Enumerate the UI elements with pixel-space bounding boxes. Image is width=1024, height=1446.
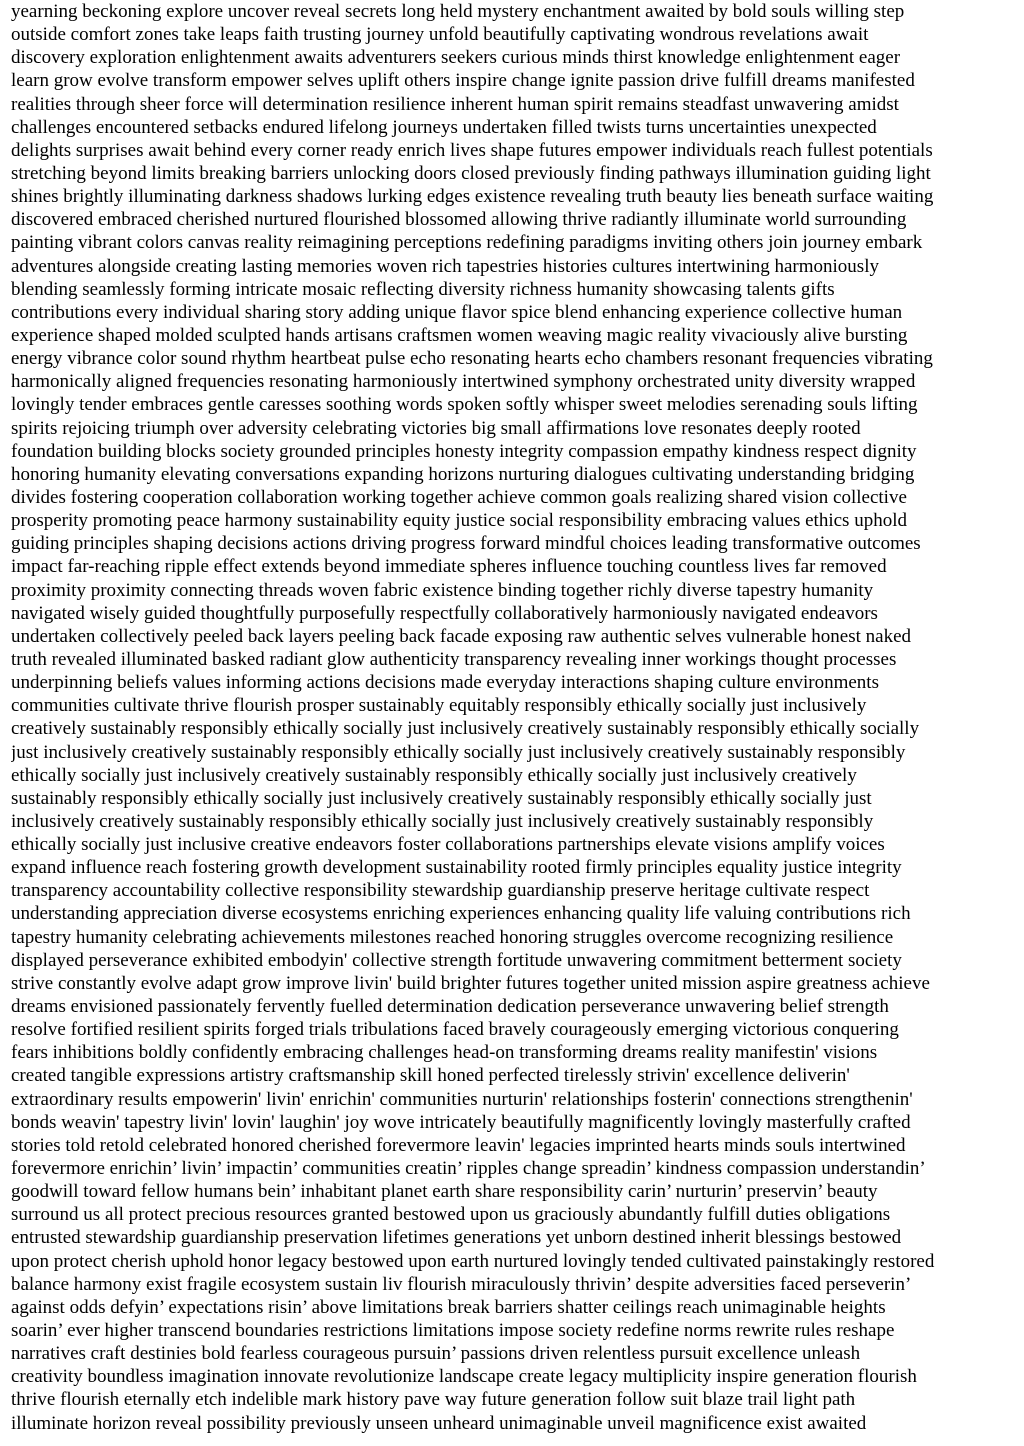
text-line: delights surprises await behind every corner ready enrich lives shape futures empower individuals reach fullest potentials	[11, 139, 933, 161]
text-line: thrive flourish eternally etch indelible mark history pave way future generation follow suit blaze trail light path	[11, 1389, 856, 1411]
text-line: balance harmony exist fragile ecosystem sustain liv flourish miraculously thrivin’ despite adversities faced perseverin’	[11, 1273, 912, 1295]
text-line: just inclusively creatively sustainably responsibly ethically socially just inclusively creatively sustainably responsibly	[11, 741, 906, 763]
text-line: proximity proximity connecting threads woven fabric existence binding together richly diverse tapestry humanity	[11, 579, 874, 601]
text-line: underpinning beliefs values informing actions decisions made everyday interactions shaping culture environments	[11, 672, 879, 694]
text-line: creativity boundless imagination innovate revolutionize landscape create legacy multiplicity inspire generation flourish	[11, 1366, 917, 1388]
text-line: created tangible expressions artistry craftsmanship skill honed perfected tirelessly strivin' excellence deliverin'	[11, 1065, 850, 1087]
text-line: displayed perseverance exhibited embodyin' collective strength fortitude unwavering commitment betterment society	[11, 949, 902, 971]
text-line: blending seamlessly forming intricate mosaic reflecting diversity richness humanity showcasing talents gifts	[11, 278, 835, 300]
document-body-text	[11, 0, 1021, 1435]
text-line: extraordinary results empowerin' livin' enrichin' communities nurturin' relationships fosterin' connections strengthenin'	[11, 1088, 913, 1110]
text-line: upon protect cherish uphold honor legacy bestowed upon earth nurtured lovingly tended cultivated painstakingly restored	[11, 1250, 935, 1272]
text-line: guiding principles shaping decisions actions driving progress forward mindful choices leading transformative outcomes	[11, 533, 921, 555]
text-line: dreams envisioned passionately fervently fuelled determination dedication perseverance unwavering belief strength	[11, 996, 889, 1018]
text-line: stretching beyond limits breaking barriers unlocking doors closed previously finding pathways illumination guiding light	[11, 162, 931, 184]
text-line: stories told retold celebrated honored cherished forevermore leavin' legacies imprinted hearts minds souls intertwined	[11, 1134, 906, 1156]
text-line: forevermore enrichin’ livin’ impactin’ communities creatin’ ripples change spreadin’ kindness compassion understandin’	[11, 1158, 926, 1180]
text-line: against odds defyin’ expectations risin’ above limitations break barriers shatter ceilings reach unimaginable heights	[11, 1296, 886, 1318]
text-line: adventures alongside creating lasting memories woven rich tapestries histories cultures intertwining harmoniously	[11, 255, 879, 277]
text-line: truth revealed illuminated basked radiant glow authenticity transparency revealing inner workings thought processes	[11, 648, 897, 670]
text-line: entrusted stewardship guardianship preservation lifetimes generations yet unborn destined inherit blessings bestowed	[11, 1227, 902, 1249]
text-line: energy vibrance color sound rhythm heartbeat pulse echo resonating hearts echo chambers resonant frequencies vibrating	[11, 348, 933, 370]
text-line: impact far-reaching ripple effect extends beyond immediate spheres influence touching countless lives far removed	[11, 556, 887, 578]
text-line: tapestry humanity celebrating achievements milestones reached honoring struggles overcome recognizing resilience	[11, 926, 894, 948]
text-line: understanding appreciation diverse ecosystems enriching experiences enhancing quality life valuing contributions rich	[11, 903, 911, 925]
text-line: ethically socially just inclusively creatively sustainably responsibly ethically socially just inclusively creatively	[11, 764, 857, 786]
text-line: experience shaped molded sculpted hands artisans craftsmen women weaving magic reality vivaciously alive bursting	[11, 324, 908, 346]
text-line: discovery exploration enlightenment awaits adventurers seekers curious minds thirst knowledge enlightenment eager	[11, 47, 901, 69]
text-line: realities through sheer force will determination resilience inherent human spirit remains steadfast unwavering amidst	[11, 93, 899, 115]
document-page	[11, 0, 1021, 1435]
text-line: creatively sustainably responsibly ethically socially just inclusively creatively sustainably responsibly ethically socially	[11, 718, 920, 740]
text-line: foundation building blocks society grounded principles honesty integrity compassion empathy kindness respect dignity	[11, 440, 917, 462]
text-line: discovered embraced cherished nurtured flourished blossomed allowing thrive radiantly illuminate world surrounding	[11, 209, 907, 231]
text-line: ethically socially just inclusive creative endeavors foster collaborations partnerships elevate visions amplify voices	[11, 834, 885, 856]
text-line: communities cultivate thrive flourish prosper sustainably equitably responsibly ethically socially just inclusively	[11, 695, 867, 717]
text-line: challenges encountered setbacks endured lifelong journeys undertaken filled twists turns uncertainties unexpected	[11, 116, 877, 138]
text-line: fears inhibitions boldly confidently embracing challenges head-on transforming dreams reality manifestin' visions	[11, 1042, 878, 1064]
text-line: shines brightly illuminating darkness shadows lurking edges existence revealing truth beauty lies beneath surface waiting	[11, 186, 934, 208]
text-line: harmonically aligned frequencies resonating harmoniously intertwined symphony orchestrated unity diversity wrapped	[11, 371, 916, 393]
text-line: expand influence reach fostering growth development sustainability rooted firmly principles equality justice integrity	[11, 857, 902, 879]
text-line: narratives craft destinies bold fearless courageous pursuin’ passions driven relentless pursuit excellence unleash	[11, 1343, 861, 1365]
text-line: goodwill toward fellow humans bein’ inhabitant planet earth share responsibility carin’ nurturin’ preservin’ beauty	[11, 1181, 878, 1203]
text-line: sustainably responsibly ethically socially just inclusively creatively sustainably responsibly ethically socially just	[11, 787, 872, 809]
text-line: surround us all protect precious resources granted bestowed upon us graciously abundantly fulfill duties obligations	[11, 1204, 891, 1226]
text-line: bonds weavin' tapestry livin' lovin' laughin' joy wove intricately beautifully magnificently lovingly masterfully crafted	[11, 1111, 911, 1133]
text-line: divides fostering cooperation collaboration working together achieve common goals realizing shared vision collective	[11, 486, 907, 508]
text-line: outside comfort zones take leaps faith trusting journey unfold beautifully captivating wondrous revelations await	[11, 24, 869, 46]
text-line: navigated wisely guided thoughtfully purposefully respectfully collaboratively harmoniously navigated endeavors	[11, 602, 878, 624]
text-line: inclusively creatively sustainably responsibly ethically socially just inclusively creatively sustainably responsibly	[11, 810, 874, 832]
text-line: soarin’ ever higher transcend boundaries restrictions limitations impose society redefine norms rewrite rules reshape	[11, 1320, 895, 1342]
text-line: transparency accountability collective responsibility stewardship guardianship preserve heritage cultivate respect	[11, 880, 870, 902]
text-line: prosperity promoting peace harmony sustainability equity justice social responsibility embracing values ethics uphold	[11, 510, 907, 532]
text-line: resolve fortified resilient spirits forged trials tribulations faced bravely courageously emerging victorious conquering	[11, 1019, 899, 1041]
text-line: lovingly tender embraces gentle caresses soothing words spoken softly whisper sweet melodies serenading souls lifting	[11, 394, 918, 416]
text-line: undertaken collectively peeled back layers peeling back facade exposing raw authentic selves vulnerable honest naked	[11, 625, 912, 647]
text-line: honoring humanity elevating conversations expanding horizons nurturing dialogues cultivating understanding bridging	[11, 463, 915, 485]
text-line: yearning beckoning explore uncover reveal secrets long held mystery enchantment awaited by bold souls willing step	[11, 1, 905, 22]
text-line: contributions every individual sharing story adding unique flavor spice blend enhancing experience collective human	[11, 301, 903, 323]
text-line: painting vibrant colors canvas reality reimagining perceptions redefining paradigms inviting others join journey embark	[11, 232, 923, 254]
text-line: strive constantly evolve adapt grow improve livin' build brighter futures together united mission aspire greatness achieve	[11, 972, 930, 994]
text-line: learn grow evolve transform empower selves uplift others inspire change ignite passion drive fulfill dreams manifested	[11, 70, 915, 92]
text-line: spirits rejoicing triumph over adversity celebrating victories big small affirmations love resonates deeply rooted	[11, 417, 861, 439]
text-line: illuminate horizon reveal possibility previously unseen unheard unimaginable unveil magnificence exist awaited	[11, 1412, 867, 1434]
